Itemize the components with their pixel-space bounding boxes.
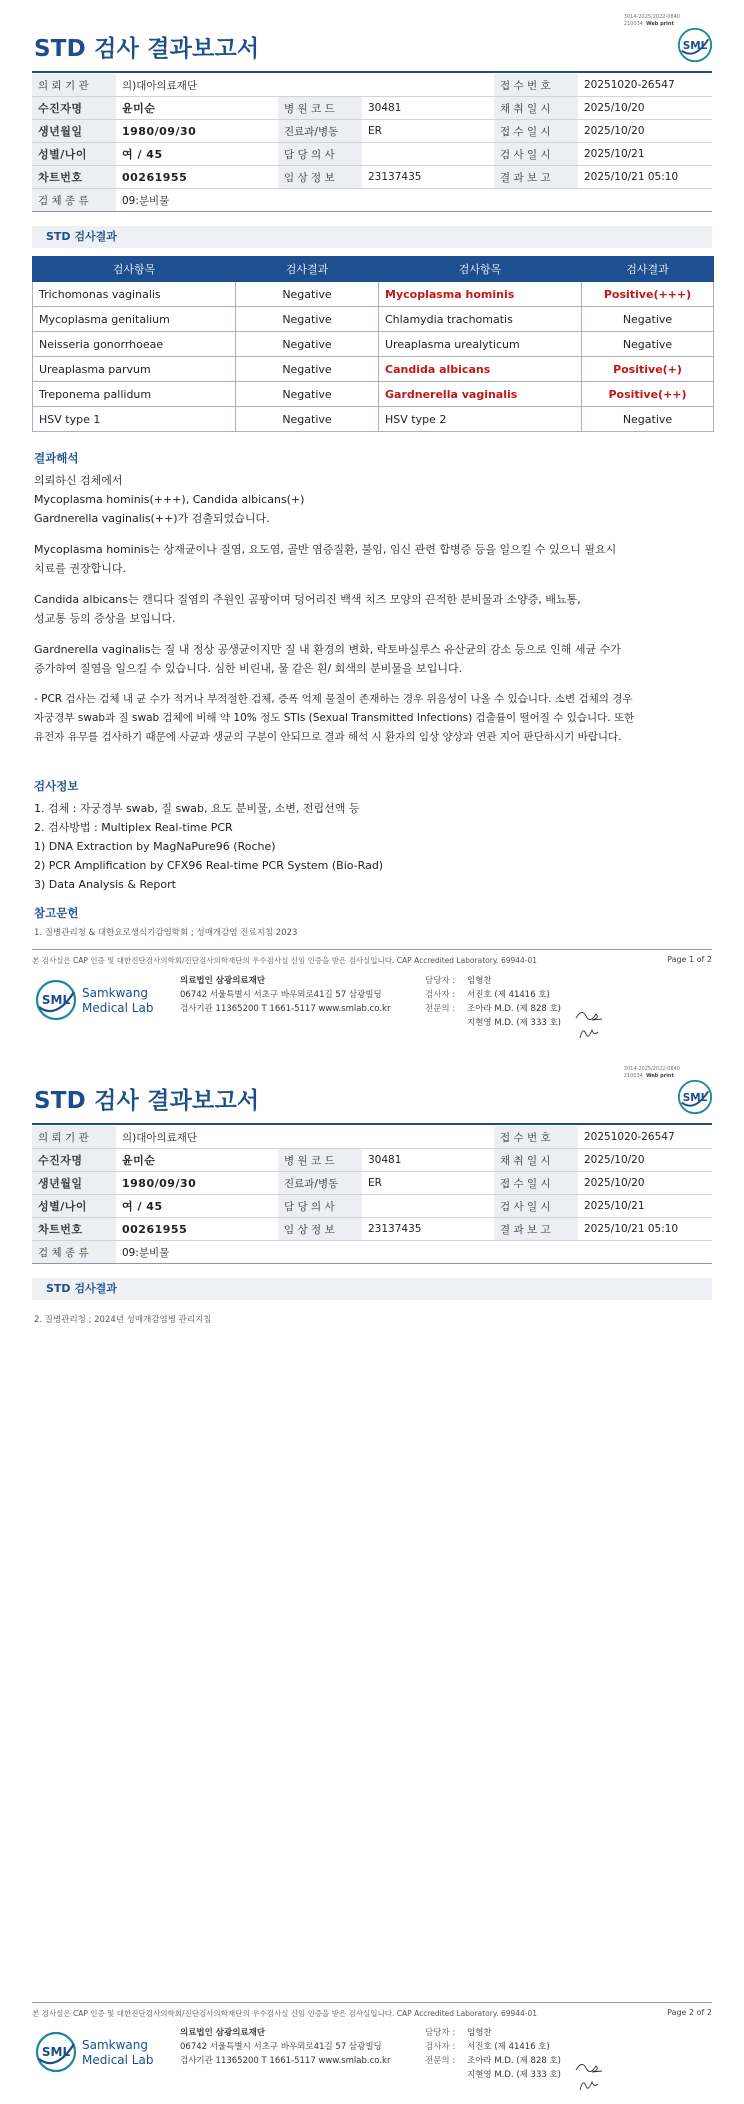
footer-divider (32, 949, 712, 950)
test-result: Negative (236, 382, 379, 407)
text-line: 증가하여 질염을 일으킬 수 있습니다. 심한 비린내, 물 같은 흰/ 회색의 분비물을 보입니다. (34, 662, 463, 675)
staff-info (425, 974, 561, 1030)
label-cell: 접 수 일 시 (494, 120, 578, 143)
value-cell: 2025/10/21 (578, 143, 712, 166)
value-cell: 2025/10/21 05:10 (578, 166, 712, 189)
test-result: Negative (236, 282, 379, 307)
footer-divider (32, 2002, 712, 2003)
value-cell: 2025/10/20 (578, 1172, 712, 1195)
text-line: 2. 검사방법 : Multiplex Real-time PCR (34, 821, 233, 834)
staff-label: 전문의 : (425, 2056, 456, 2066)
label-cell: 병 원 코 드 (278, 1149, 362, 1172)
value-cell: 여 / 45 (116, 1195, 278, 1218)
label-cell: 접 수 일 시 (494, 1172, 578, 1195)
value-cell (362, 1195, 494, 1218)
staff-label: 담당자 : (425, 976, 456, 986)
value-cell: 20251020-26547 (578, 1126, 712, 1149)
document-code: 3014-2025/2022-0840 210034 Web print (623, 1066, 680, 1079)
svg-text:Samkwang: Samkwang (82, 986, 148, 1000)
label-cell (278, 1126, 362, 1149)
value-cell: 23137435 (362, 166, 494, 189)
patient-row (32, 166, 712, 189)
accreditation-note: 본 검사실은 CAP 인증 및 대한진단검사의학회/진단검사의학재단의 우수검사실 신임 인증을 받은 검사실입니다. CAP Accredited Laboratory. 69944-01 (32, 956, 538, 965)
value-cell: 2025/10/20 (578, 1149, 712, 1172)
value-cell (362, 1126, 494, 1149)
staff-label: 검사자 : (425, 2042, 456, 2052)
staff-value: 지현영 M.D. (제 333 호) (467, 1018, 562, 1028)
patient-row (32, 120, 712, 143)
table-row (33, 332, 714, 357)
test-result: Positive(++) (582, 382, 714, 407)
text-line: 성교통 등의 증상을 보입니다. (34, 612, 176, 625)
reference-item: 1. 질병관리청 & 대한요로생식기감염학회 ; 성매개감염 진료지침 2023 (34, 928, 298, 938)
svg-text:SML: SML (682, 39, 708, 52)
lab-contact: 검사기관 11365200 T 1661-5117 www.smlab.co.kr (180, 1004, 391, 1014)
table-row (33, 382, 714, 407)
value-cell: 00261955 (116, 1218, 278, 1241)
interpretation-heading: 결과해석 (34, 451, 79, 465)
page-number: Page 1 of 2 (667, 955, 712, 964)
label-cell: 접 수 번 호 (494, 74, 578, 97)
patient-info-table (32, 74, 712, 212)
value-cell: 00261955 (116, 166, 278, 189)
test-item: Mycoplasma genitalium (33, 307, 236, 332)
patient-row (32, 1126, 712, 1149)
patient-row (32, 143, 712, 166)
text-line: Gardnerella vaginalis는 질 내 정상 공생균이지만 질 내 환경의 변화, 락토바실루스 유산균의 감소 등으로 인해 세균 수가 (34, 643, 621, 656)
test-item: Trichomonas vaginalis (33, 282, 236, 307)
label-cell: 차트번호 (32, 166, 116, 189)
staff-label: 담당자 : (425, 2028, 456, 2038)
lab-contact: 검사기관 11365200 T 1661-5117 www.smlab.co.kr (180, 2056, 391, 2066)
text-line: 1. 검체 : 자궁경부 swab, 질 swab, 요도 분비물, 소변, 전립선액 등 (34, 802, 360, 815)
value-cell: 30481 (362, 97, 494, 120)
label-cell: 검 사 일 시 (494, 143, 578, 166)
table-row (33, 282, 714, 307)
lab-name: 의료법인 삼광의료재단 (180, 976, 266, 986)
patient-row (32, 189, 712, 212)
label-cell: 생년월일 (32, 120, 116, 143)
table-row (33, 307, 714, 332)
samkwang-logo-icon (34, 976, 154, 1024)
test-item: Ureaplasma urealyticum (379, 332, 582, 357)
label-cell: 의 뢰 기 관 (32, 1126, 116, 1149)
value-cell: 1980/09/30 (116, 120, 278, 143)
label-cell: 진료과/병동 (278, 1172, 362, 1195)
label-cell: 병 원 코 드 (278, 97, 362, 120)
text-line: Mycoplasma hominis(+++), Candida albicans(+) (34, 493, 305, 506)
test-item: Mycoplasma hominis (379, 282, 582, 307)
value-cell: 20251020-26547 (578, 74, 712, 97)
title-divider (32, 71, 712, 73)
test-result: Positive(+) (582, 357, 714, 382)
text-line: Gardnerella vaginalis(++)가 검출되었습니다. (34, 512, 270, 525)
label-cell: 진료과/병동 (278, 120, 362, 143)
staff-value: 조아라 M.D. (제 828 호) (467, 1004, 562, 1014)
value-cell: 윤미순 (116, 1149, 278, 1172)
label-cell: 임 상 정 보 (278, 166, 362, 189)
results-section-header: STD 검사결과 (32, 1278, 712, 1300)
reference-item: 2. 질병관리청 ; 2024년 성매개감염병 관리지침 (34, 1315, 212, 1325)
test-info-heading: 검사정보 (34, 779, 79, 793)
sml-logo-icon (676, 26, 714, 64)
svg-text:SML: SML (41, 993, 71, 1007)
value-cell: 1980/09/30 (116, 1172, 278, 1195)
test-item: Treponema pallidum (33, 382, 236, 407)
lab-address: 06742 서울특별시 서초구 바우뫼로41길 57 삼광빌딩 (180, 2042, 382, 2052)
results-table (32, 256, 714, 432)
test-result: Negative (582, 407, 714, 432)
results-header-row (33, 257, 714, 282)
test-item: Ureaplasma parvum (33, 357, 236, 382)
references-heading: 참고문헌 (34, 906, 79, 920)
text-line: 유전자 유무를 검사하기 때문에 사균과 생균의 구분이 안되므로 결과 해석 시 환자의 임상 양상과 연관 지어 판단하시기 바랍니다. (34, 731, 622, 743)
table-row (33, 357, 714, 382)
value-cell: 2025/10/20 (578, 97, 712, 120)
test-item: HSV type 2 (379, 407, 582, 432)
staff-value: 지현영 M.D. (제 333 호) (467, 2070, 562, 2080)
staff-value: 서진호 (제 41416 호) (467, 990, 550, 1000)
text-line: 의뢰하신 검체에서 (34, 474, 123, 487)
patient-row (32, 74, 712, 97)
lab-info (180, 2026, 390, 2068)
patient-row (32, 1149, 712, 1172)
page-title: STD 검사 결과보고서 (34, 1088, 260, 1114)
test-item: HSV type 1 (33, 407, 236, 432)
label-cell: 성별/나이 (32, 143, 116, 166)
label-cell: 임 상 정 보 (278, 1218, 362, 1241)
staff-label: 검사자 : (425, 990, 456, 1000)
header-cell: 검사결과 (582, 257, 714, 282)
value-cell: 30481 (362, 1149, 494, 1172)
label-cell: 채 취 일 시 (494, 1149, 578, 1172)
patient-row (32, 1195, 712, 1218)
text-line: 자궁경부 swab과 질 swab 검체에 비해 약 10% 정도 STIs (Sexual Transmitted Infections) 검출률이 떨어질 수 있습니다. 또한 (34, 712, 635, 724)
svg-text:Medical Lab: Medical Lab (82, 1001, 154, 1015)
patient-row (32, 97, 712, 120)
lab-info (180, 974, 390, 1016)
value-cell: 의)대아의료재단 (116, 74, 278, 97)
label-cell: 채 취 일 시 (494, 97, 578, 120)
test-result: Positive(+++) (582, 282, 714, 307)
label-cell: 검 체 종 류 (32, 1241, 116, 1264)
title-divider (32, 1123, 712, 1125)
document-code: 3014-2025/2022-0840 210034 Web print (623, 14, 680, 27)
label-cell: 성별/나이 (32, 1195, 116, 1218)
value-cell: 09:분비물 (116, 1241, 712, 1264)
staff-value: 서진호 (제 41416 호) (467, 2042, 550, 2052)
text-line: 2) PCR Amplification by CFX96 Real-time PCR System (Bio-Rad) (34, 859, 384, 872)
staff-value: 임형찬 (467, 2028, 492, 2038)
samkwang-logo-icon (34, 2028, 154, 2076)
label-cell: 접 수 번 호 (494, 1126, 578, 1149)
interpretation-text (34, 471, 694, 747)
patient-row (32, 1172, 712, 1195)
patient-row (32, 1218, 712, 1241)
staff-value: 임형찬 (467, 976, 492, 986)
value-cell (362, 74, 494, 97)
test-item: Neisseria gonorrhoeae (33, 332, 236, 357)
value-cell: 2025/10/20 (578, 120, 712, 143)
text-line: 치료를 권장합니다. (34, 562, 127, 575)
header-cell: 검사결과 (236, 257, 379, 282)
value-cell: ER (362, 120, 494, 143)
test-result: Negative (236, 332, 379, 357)
label-cell: 수진자명 (32, 1149, 116, 1172)
text-line: - PCR 검사는 검체 내 균 수가 적거나 부적절한 검체, 증폭 억제 물질이 존재하는 경우 위음성이 나올 수 있습니다. 소변 검체의 경우 (34, 693, 633, 705)
page-number: Page 2 of 2 (667, 2008, 712, 2017)
label-cell: 결 과 보 고 (494, 1218, 578, 1241)
report-page-2 (0, 1052, 744, 2104)
label-cell: 차트번호 (32, 1218, 116, 1241)
signature-icon (574, 1022, 604, 1044)
results-section-header: STD 검사결과 (32, 226, 712, 248)
svg-text:Medical Lab: Medical Lab (82, 2053, 154, 2067)
lab-name: 의료법인 삼광의료재단 (180, 2028, 266, 2038)
value-cell: 의)대아의료재단 (116, 1126, 278, 1149)
test-result: Negative (236, 407, 379, 432)
svg-text:SML: SML (41, 2045, 71, 2059)
test-item: Candida albicans (379, 357, 582, 382)
value-cell: 2025/10/21 (578, 1195, 712, 1218)
svg-text:SML: SML (682, 1091, 708, 1104)
label-cell: 결 과 보 고 (494, 166, 578, 189)
label-cell: 검 체 종 류 (32, 189, 116, 212)
value-cell: 23137435 (362, 1218, 494, 1241)
value-cell: 윤미순 (116, 97, 278, 120)
header-cell: 검사항목 (379, 257, 582, 282)
staff-label: 전문의 : (425, 1004, 456, 1014)
label-cell: 의 뢰 기 관 (32, 74, 116, 97)
text-line: Mycoplasma hominis는 상재균이나 질염, 요도염, 골반 염증질환, 불임, 임신 관련 합병증 등을 일으킬 수 있으니 필요시 (34, 543, 617, 556)
table-row (33, 407, 714, 432)
label-cell: 생년월일 (32, 1172, 116, 1195)
svg-text:Samkwang: Samkwang (82, 2038, 148, 2052)
value-cell: ER (362, 1172, 494, 1195)
text-line: Candida albicans는 캔디다 질염의 주원인 곰팡이며 덩어리진 백색 치즈 모양의 끈적한 분비물과 소양증, 배뇨통, (34, 593, 581, 606)
value-cell: 2025/10/21 05:10 (578, 1218, 712, 1241)
lab-address: 06742 서울특별시 서초구 바우뫼로41길 57 삼광빌딩 (180, 990, 382, 1000)
test-info-text (34, 799, 694, 894)
staff-value: 조아라 M.D. (제 828 호) (467, 2056, 562, 2066)
label-cell: 수진자명 (32, 97, 116, 120)
text-line: 1) DNA Extraction by MagNaPure96 (Roche) (34, 840, 276, 853)
label-cell: 담 당 의 사 (278, 143, 362, 166)
patient-info-table (32, 1126, 712, 1264)
patient-row (32, 1241, 712, 1264)
test-result: Negative (236, 357, 379, 382)
value-cell: 여 / 45 (116, 143, 278, 166)
test-item: Gardnerella vaginalis (379, 382, 582, 407)
label-cell: 검 사 일 시 (494, 1195, 578, 1218)
test-result: Negative (236, 307, 379, 332)
accreditation-note: 본 검사실은 CAP 인증 및 대한진단검사의학회/진단검사의학재단의 우수검사실 신임 인증을 받은 검사실입니다. CAP Accredited Laboratory. 69944-01 (32, 2009, 538, 2018)
test-result: Negative (582, 307, 714, 332)
value-cell (362, 143, 494, 166)
label-cell: 담 당 의 사 (278, 1195, 362, 1218)
sml-logo-icon (676, 1078, 714, 1116)
label-cell (278, 74, 362, 97)
value-cell: 09:분비물 (116, 189, 712, 212)
page-title: STD 검사 결과보고서 (34, 36, 260, 62)
header-cell: 검사항목 (33, 257, 236, 282)
staff-info (425, 2026, 561, 2082)
test-result: Negative (582, 332, 714, 357)
signature-icon (574, 2074, 604, 2096)
text-line: 3) Data Analysis & Report (34, 878, 176, 891)
test-item: Chlamydia trachomatis (379, 307, 582, 332)
